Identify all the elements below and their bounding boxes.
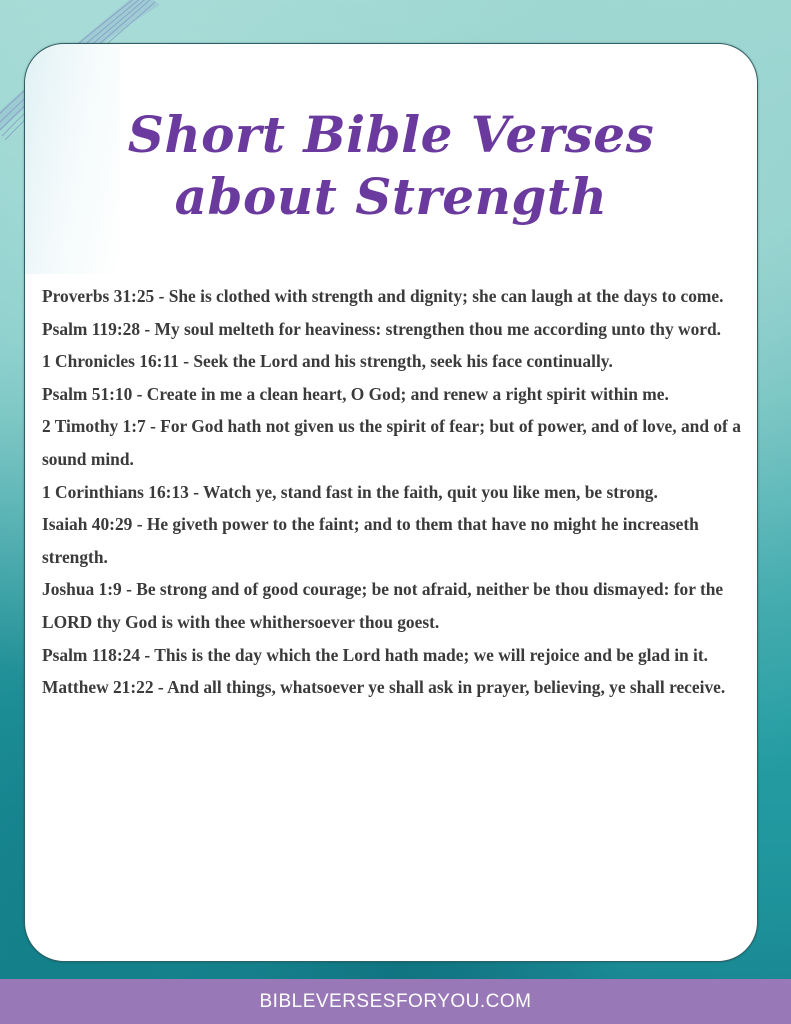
verse-item: Psalm 118:24 - This is the day which the Lord hath made; we will rejoice and be glad in it. [42,644,709,665]
verse-item: 2 Timothy 1:7 - For God hath not given us the spirit of fear; but of power, and of love, and of a sound mind. [42,416,741,469]
title-line-2: about Strength [174,167,608,226]
verse-item: Isaiah 40:29 - He giveth power to the faint; and to them that have no might he increaseth strength. [42,514,699,567]
verse-item: Psalm 119:28 - My soul melteth for heaviness: strengthen thou me according unto thy word. [42,318,722,339]
verses-card [24,43,758,962]
verse-list [42,280,754,704]
website-label: BIBLEVERSESFORYOU.COM [259,990,532,1012]
footer-band [0,979,791,1024]
verse-item: 1 Chronicles 16:11 - Seek the Lord and his strength, seek his face continually. [42,351,613,372]
verse-item: Joshua 1:9 - Be strong and of good courage; be not afraid, neither be thou dismayed: for the LORD thy God is with thee whithersoever thou goest. [42,579,724,632]
verse-item: Psalm 51:10 - Create in me a clean heart, O God; and renew a right spirit within me. [42,383,669,404]
verse-item: Proverbs 31:25 - She is clothed with strength and dignity; she can laugh at the days to come. [42,286,724,306]
verse-item: 1 Corinthians 16:13 - Watch ye, stand fast in the faith, quit you like men, be strong. [42,481,658,502]
page-title [25,104,757,228]
title-line-1: Short Bible Verses [127,105,655,164]
verse-item: Matthew 21:22 - And all things, whatsoever ye shall ask in prayer, believing, ye shall receive. [42,677,726,698]
